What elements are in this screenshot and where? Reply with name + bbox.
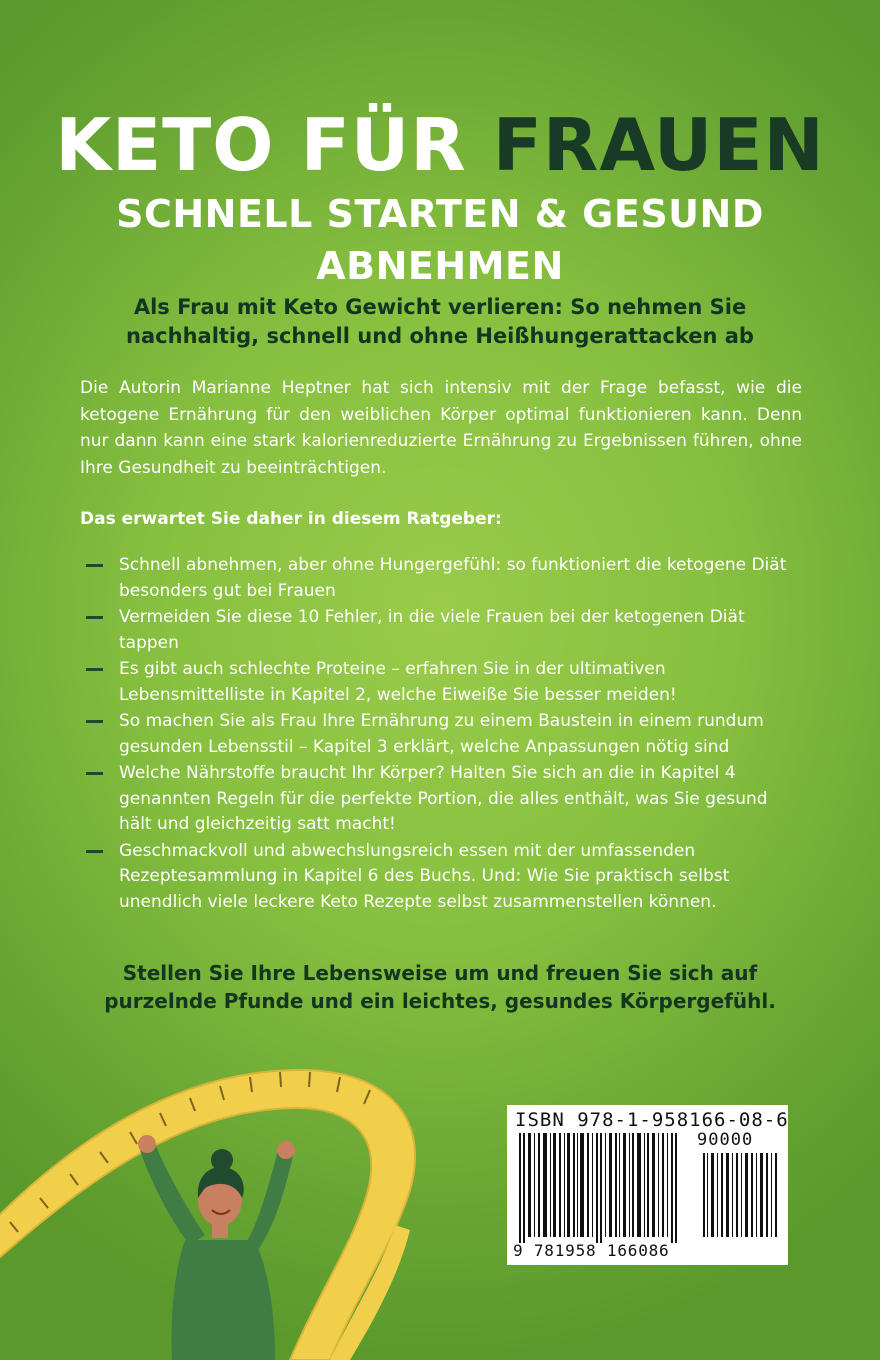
benefit-list	[80, 553, 802, 916]
headline: Als Frau mit Keto Gewicht verlieren: So nehmen Sie nachhaltig, schnell und ohne Heißhungerattacken ab	[126, 295, 754, 348]
isbn-label: ISBN 978-1-958166-08-6	[515, 1109, 789, 1131]
list-item-text: Es gibt auch schlechte Proteine – erfahren Sie in der ultimativen Lebensmittelliste in Kapitel 2, welche Eiweiße Sie besser meiden!	[119, 659, 677, 705]
list-item	[80, 761, 802, 838]
list-intro: Das erwartet Sie daher in diesem Ratgeber:	[80, 509, 502, 529]
dash-icon	[86, 564, 103, 567]
barcode	[507, 1105, 788, 1265]
closing-statement: Stellen Sie Ihre Lebensweise um und freuen Sie sich auf purzelnde Pfunde und ein leichtes, gesundes Körpergefühl.	[104, 961, 776, 1013]
list-item-text: Geschmackvoll und abwechslungsreich essen mit der umfassenden Rezeptesammlung in Kapitel 6 des Buchs. Und: Wie Sie praktisch selbst unendlich viele leckere Keto Rezepte selbst zusammenstellen können.	[119, 840, 730, 912]
title-part-frauen: FRAUEN	[492, 103, 825, 187]
list-item-text: Schnell abnehmen, aber ohne Hungergefühl: so funktioniert die ketogene Diät besonders gut bei Frauen	[119, 555, 787, 601]
list-item	[80, 657, 802, 708]
list-item-text: So machen Sie als Frau Ihre Ernährung zu einem Baustein in einem rundum gesunden Lebensstil – Kapitel 3 erklärt, welche Anpassungen nötig sind	[119, 711, 764, 757]
list-item	[80, 605, 802, 656]
book-subtitle: SCHNELL STARTEN & GESUND ABNEHMEN	[116, 192, 764, 288]
barcode-digits: 9 781958 166086	[513, 1241, 670, 1260]
dash-icon	[86, 668, 103, 671]
list-item	[80, 553, 802, 604]
title-part-keto: KETO FÜR	[55, 103, 493, 187]
dash-icon	[86, 616, 103, 619]
isbn-addon: 90000	[697, 1130, 754, 1150]
dash-icon	[86, 850, 103, 853]
list-item-text: Welche Nährstoffe braucht Ihr Körper? Halten Sie sich an die in Kapitel 4 genannten Regeln für die perfekte Portion, die alles enthält, was Sie gesund hält und gleichzeitig satt macht!	[119, 763, 768, 834]
dash-icon	[86, 772, 103, 775]
dash-icon	[86, 720, 103, 723]
book-title	[0, 104, 880, 186]
intro-paragraph: Die Autorin Marianne Heptner hat sich intensiv mit der Frage befasst, wie die ketogene Ernährung für den weiblichen Körper optimal funktionieren kann. Denn nur dann kann eine stark kalorienreduzierte Ernährung zu Ergebnissen führen, ohne Ihre Gesundheit zu beeinträchtigen.	[80, 378, 802, 478]
list-item	[80, 709, 802, 760]
list-item	[80, 839, 802, 916]
list-item-text: Vermeiden Sie diese 10 Fehler, in die viele Frauen bei der ketogenen Diät tappen	[119, 607, 745, 653]
woman-illustration-icon	[0, 1060, 500, 1360]
